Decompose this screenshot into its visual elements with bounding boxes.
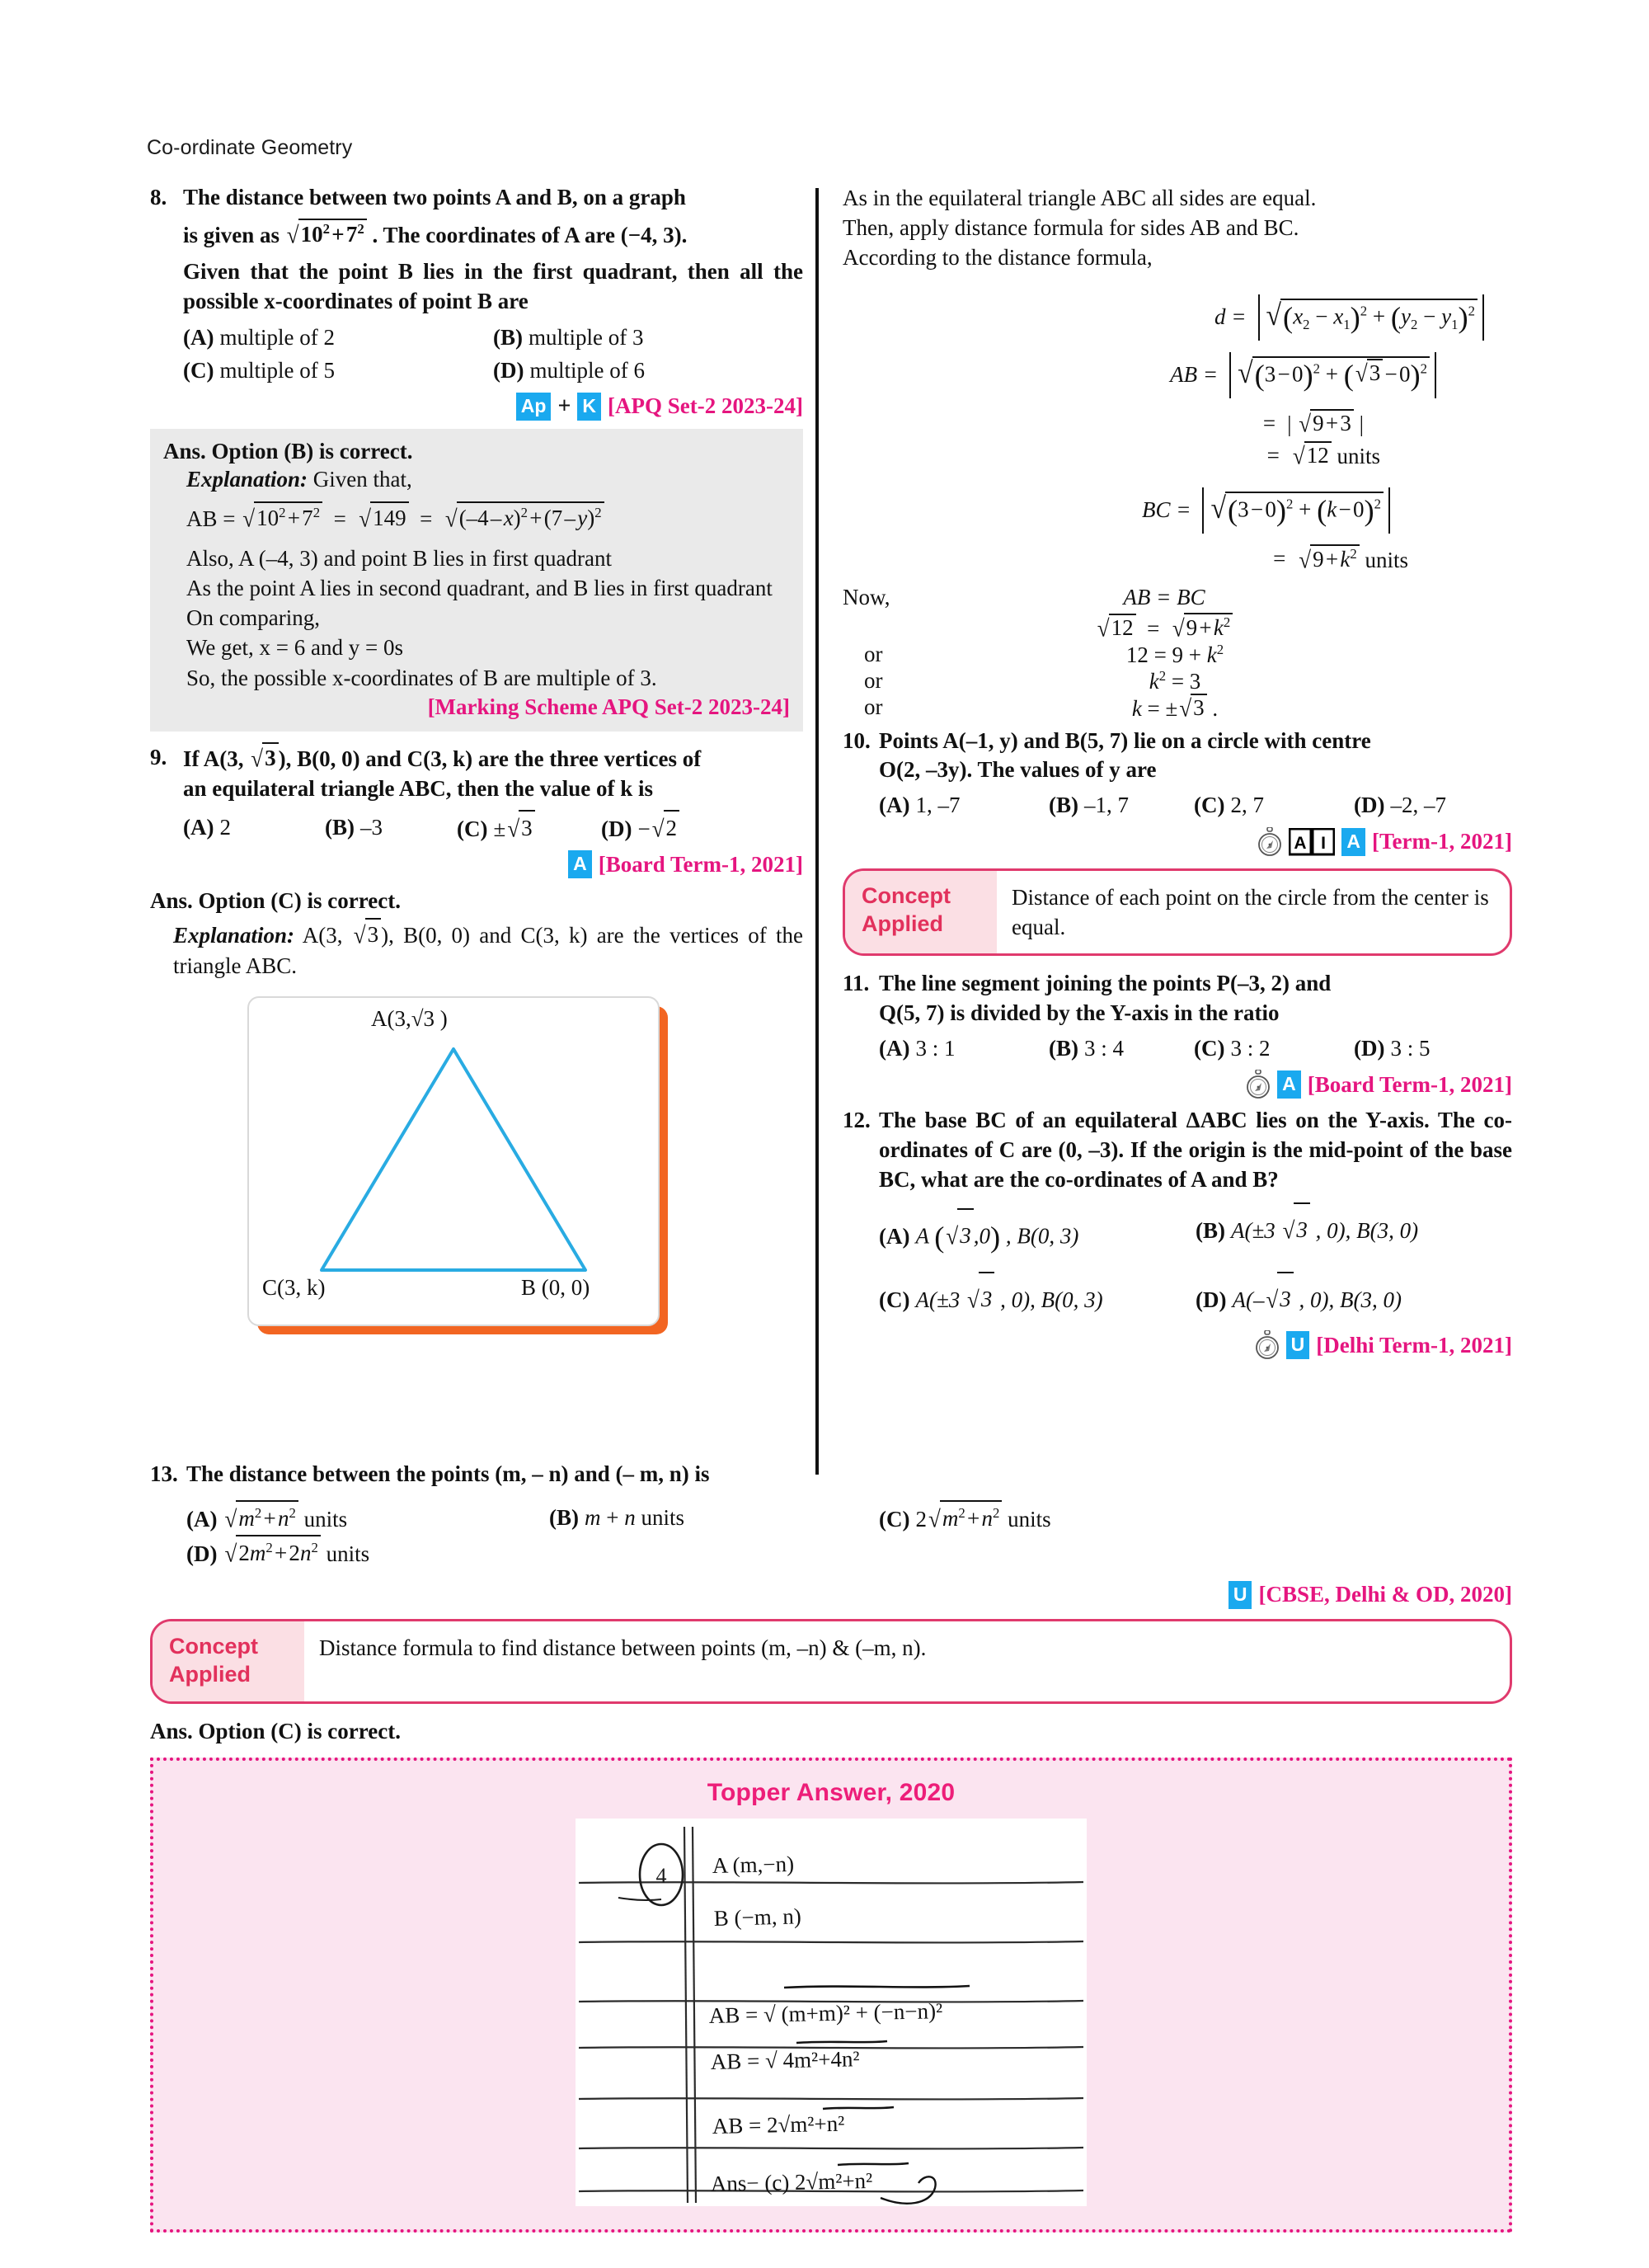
bc-formula-radical: √(3 − 0)$^2$ + (k − 0)$^2$ [1209, 492, 1384, 529]
q8-ans-line-5: So, the possible x-coordinates of B are multiple of 3. [186, 665, 657, 690]
q12-option-d-key: (D) [1196, 1287, 1227, 1313]
q11-option-d-key: (D) [1354, 1035, 1385, 1061]
question-13-source: [CBSE, Delhi & OD, 2020] [1258, 1582, 1512, 1607]
question-10-number: 10. [843, 727, 871, 753]
q13-option-b[interactable] [549, 1501, 879, 1536]
question-13 [150, 1460, 1512, 1489]
q8-option-b[interactable] [493, 321, 803, 355]
q10-line2: O(2, –3y). The values of y are [879, 757, 1157, 783]
bc-formula-lhs: BC = [1141, 497, 1191, 523]
topper-line-4: AB = √ 4m²+4n² [710, 2046, 860, 2075]
step4-row [843, 694, 1512, 722]
concept-applied-box-q13 [150, 1619, 1512, 1705]
question-13-text: The distance between the points (m, – n) and (– m, n) is [186, 1461, 710, 1486]
question-8 [150, 183, 803, 317]
now-row [843, 585, 1512, 610]
q9-option-b-key: (B) [325, 814, 355, 840]
ab-formula-radical: √(3 − 0)$^2$ + (√3 − 0)$^2$ [1236, 357, 1430, 393]
q8-option-a-key: (A) [183, 324, 214, 350]
distance-formula-row [843, 294, 1512, 341]
q8-ans-line-2: As the point A lies in second quadrant, and B lies in first quadrant [186, 576, 773, 601]
q10-option-c-key: (C) [1194, 793, 1225, 818]
q10-option-c[interactable] [1194, 788, 1354, 822]
concept-title-line2: Applied [862, 910, 943, 936]
q12-option-a-key: (A) [879, 1223, 910, 1249]
q11-option-a[interactable] [879, 1032, 1049, 1066]
q9-option-b-text: –3 [360, 814, 383, 840]
q9-right-para-3: According to the distance formula, [843, 245, 1153, 271]
q10-option-b[interactable] [1049, 788, 1194, 822]
question-12-options [879, 1203, 1512, 1325]
or-label-3: or [864, 694, 883, 719]
q13-option-a[interactable] [186, 1501, 549, 1536]
running-head: Co-ordinate Geometry [147, 136, 353, 159]
question-9-source: [Board Term-1, 2021] [598, 851, 803, 877]
question-8-tagline [150, 393, 803, 421]
q9-right-para-1: As in the equilateral triangle ABC all sides are equal. [843, 186, 1317, 210]
q8-explanation-label: Explanation: [186, 466, 308, 492]
ab-step2-value: √12 units [1292, 442, 1380, 469]
or-label-1: or [864, 641, 883, 666]
q8-line2b: . The coordinates of A are (−4, 3). [372, 222, 688, 247]
q11-option-c-text: 3 : 2 [1230, 1035, 1271, 1061]
q11-option-a-text: 3 : 1 [915, 1035, 956, 1061]
bottom-section [150, 1460, 1512, 2233]
q11-option-b[interactable] [1049, 1032, 1194, 1066]
q12-option-b[interactable] [1196, 1203, 1512, 1273]
q13-option-b-text: m + n units [585, 1504, 684, 1530]
compass-icon [1257, 827, 1282, 857]
question-11-source: [Board Term-1, 2021] [1307, 1071, 1512, 1097]
q9-option-d[interactable]: (D) −√2 [601, 811, 679, 846]
question-10 [843, 727, 1512, 786]
q8-explanation-lead-text: Given that, [312, 466, 412, 492]
concept-applied-text-q10: Distance of each point on the circle from the center is equal. [1012, 884, 1489, 939]
topper-line-2: B (−m, n) [713, 1903, 802, 1932]
q9-option-a-key: (A) [183, 814, 214, 840]
q8-option-c-text: multiple of 5 [219, 358, 335, 383]
step3-row [843, 668, 1512, 694]
q9-expl-radical: √3 [352, 919, 381, 951]
question-11-options [879, 1032, 1512, 1066]
q8-ans-line-3: On comparing, [186, 605, 320, 631]
q8-answer-head: Ans. Option (B) is correct. [163, 438, 413, 463]
bc-step-value: √9 + $k^2$ units [1299, 545, 1408, 573]
q8-marking-scheme: [Marking Scheme APQ Set-2 2023-24] [427, 694, 790, 719]
q11-option-b-key: (B) [1049, 1035, 1078, 1061]
q8-option-d-key: (D) [493, 358, 524, 383]
q12-option-a-text: A (√3 ,0) , B(0, 3) [915, 1203, 1078, 1273]
right-column [843, 183, 1512, 1360]
q9-explanation-b: ), B(0, 0) and C(3, k) are the vertices of the triangle ABC. [173, 923, 803, 978]
figure-label-b: B (0, 0) [521, 1274, 590, 1300]
q8-option-a[interactable] [183, 321, 493, 355]
q10-option-c-text: 2, 7 [1230, 793, 1264, 818]
question-12-text: The base BC of an equilateral ΔABC lies on the Y-axis. The co-ordinates of C are (0, –3). If the origin is the mid-point of the base BC, what are the co-ordinates of A and B? [879, 1108, 1512, 1193]
q8-ab-rad1: $√10^2$ + $7^2$ [241, 502, 322, 534]
badge-k: K [577, 393, 601, 421]
question-11 [843, 969, 1512, 1028]
topper-line-6: Ans− (c) 2√m²+n² [710, 2168, 873, 2197]
q9-radical-3: √3 [249, 743, 278, 774]
question-10-tagline [843, 827, 1512, 857]
topper-line-1: A (m,−n) [712, 1852, 795, 1879]
topper-answer-title: Topper Answer, 2020 [707, 1779, 956, 1807]
question-12-tagline [843, 1330, 1512, 1360]
q9-explanation-label: Explanation: [173, 923, 295, 948]
concept-applied-label-q13 [153, 1621, 304, 1702]
compass-icon [1246, 1070, 1271, 1099]
topper-question-marker: 4 [655, 1864, 667, 1889]
equilateral-triangle [322, 1049, 585, 1270]
q12-option-d-text: A(–√3 , 0), B(3, 0) [1232, 1273, 1402, 1325]
q12-option-b-text: A(±3 √3 , 0), B(3, 0) [1231, 1203, 1418, 1256]
bc-formula-abs [1202, 487, 1390, 534]
concept-title-line1-q13: Concept [169, 1633, 258, 1659]
badge-a-q11: A [1277, 1070, 1301, 1099]
q8-ans-line-1: Also, A (–4, 3) and point B lies in first quadrant [186, 545, 612, 571]
q9-right-para-2: Then, apply distance formula for sides AB and BC. [843, 215, 1299, 241]
q10-option-d[interactable] [1354, 788, 1446, 822]
compass-icon [1255, 1330, 1280, 1360]
q8-ab-rad2: √149 [357, 502, 408, 534]
ai-book-icon [1289, 828, 1335, 856]
topper-line-5: AB = 2√m²+n² [712, 2111, 845, 2139]
q13-option-b-key: (B) [549, 1504, 579, 1530]
bc-formula-row [843, 487, 1512, 534]
question-10-source: [Term-1, 2021] [1372, 829, 1512, 854]
q12-option-a[interactable] [879, 1203, 1196, 1273]
step3-eq: $k^2 = 3$ [1149, 667, 1201, 694]
q8-radical: $√10^2$ + $7^2$ [285, 219, 367, 251]
q9-text-line2: an equilateral triangle ABC, then the value of k is [183, 775, 654, 801]
q11-option-d[interactable] [1354, 1032, 1431, 1066]
q13-option-a-key: (A) [186, 1506, 218, 1532]
q13-option-d-text: $√2m^2$ + $2n^2$ units [223, 1536, 369, 1571]
q8-line3: Given that the point B lies in the first quadrant, then all the possible x-coordinates of point B are [183, 258, 803, 313]
step2-eq: $12 = 9 + k^2$ [1125, 641, 1224, 667]
question-11-tagline [843, 1070, 1512, 1099]
q8-option-b-text: multiple of 3 [529, 324, 644, 350]
q13-option-c-text: $2√m^2$ + $n^2$ units [915, 1501, 1050, 1536]
q12-option-b-key: (B) [1196, 1218, 1225, 1244]
q8-ab-rad3: √(–4 – x)$^2$ + (7 – y)$^2$ [444, 502, 604, 534]
question-8-source: [APQ Set-2 2023-24] [608, 393, 803, 419]
distance-formula-lhs: d = [1214, 304, 1247, 330]
question-8-answer-block [150, 429, 803, 732]
q13-option-c-key: (C) [879, 1506, 910, 1532]
badge-a: A [568, 850, 592, 878]
q8-option-c[interactable] [183, 354, 493, 388]
concept-applied-text-q13: Distance formula to find distance between points (m, –n) & (–m, n). [319, 1635, 927, 1660]
q12-option-c-text: A(±3 √3 , 0), B(0, 3) [915, 1273, 1102, 1325]
q12-option-c[interactable] [879, 1273, 1196, 1325]
question-13-number: 13. [150, 1461, 178, 1486]
question-11-number: 11. [843, 971, 870, 996]
ab-step2-eq: = [1266, 442, 1280, 468]
ab-step2-row [843, 442, 1512, 469]
question-12-number: 12. [843, 1108, 871, 1133]
question-12 [843, 1106, 1512, 1195]
topper-answer-box [150, 1757, 1512, 2233]
step4-eq: k = ±√3 . [1131, 694, 1219, 722]
question-8-number: 8. [150, 185, 167, 209]
question-10-options [879, 788, 1512, 822]
q9-text-lead: If A(3, [183, 746, 244, 771]
q8-explanation-lead [163, 464, 790, 494]
q10-line1: Points A(–1, y) and B(5, 7) lie on a circle with centre [879, 727, 1371, 753]
q10-option-a-text: 1, –7 [915, 793, 961, 818]
svg-text:A: A [1294, 833, 1307, 853]
q11-line2: Q(5, 7) is divided by the Y-axis in the ratio [879, 1000, 1280, 1026]
bc-step-eq: = [1273, 546, 1286, 572]
q11-option-c[interactable] [1194, 1032, 1354, 1066]
figure-label-a: A(3,√3 ) [371, 1005, 448, 1031]
badge-ap: Ap [516, 393, 552, 421]
figure-label-c: C(3, k) [262, 1274, 326, 1300]
step1-rhs: √9 + $k^2$ [1171, 614, 1233, 642]
q12-option-c-key: (C) [879, 1287, 910, 1313]
question-13-options [186, 1501, 1512, 1571]
q8-line1: The distance between two points A and B, on a graph [183, 185, 686, 209]
q10-option-a-key: (A) [879, 793, 910, 818]
q10-option-d-key: (D) [1354, 793, 1385, 818]
q13-answer-head: Ans. Option (C) is correct. [150, 1719, 401, 1744]
q9-option-c-key: (C) [457, 816, 488, 841]
q13-option-d[interactable] [186, 1536, 518, 1571]
badge-u-q13: U [1229, 1581, 1252, 1609]
badge-a-q10: A [1341, 828, 1365, 856]
q9-option-a-text: 2 [219, 814, 231, 840]
q8-option-a-text: multiple of 2 [219, 324, 335, 350]
question-9-number: 9. [150, 744, 167, 769]
topper-line-3: AB = √ (m+m)² + (−n−n)² [708, 1998, 943, 2029]
now-equation: AB = BC [1123, 584, 1205, 609]
q8-ab-lhs: AB = [186, 506, 236, 531]
concept-title-line2-q13: Applied [169, 1661, 251, 1687]
q9-option-c[interactable]: (C) ±√3 [457, 811, 601, 846]
svg-text:I: I [1321, 833, 1327, 853]
q9-explanation [150, 919, 803, 981]
ab-formula-row [843, 352, 1512, 398]
question-9-figure [247, 996, 660, 1326]
q13-option-d-key: (D) [186, 1541, 218, 1567]
question-9 [150, 743, 803, 804]
q8-option-c-key: (C) [183, 358, 214, 383]
q8-option-d-text: multiple of 6 [529, 358, 645, 383]
q9-answer-head: Ans. Option (C) is correct. [150, 888, 401, 914]
or-label-2: or [864, 667, 883, 693]
now-label: Now, [843, 584, 890, 609]
step1-lhs: √12 [1096, 614, 1136, 642]
question-13-tagline [150, 1581, 1512, 1609]
ab-step1-value: | √9 + 3 | [1287, 410, 1364, 437]
concept-applied-label-q10 [845, 871, 997, 953]
q8-ab-formula: AB = $√10^2$ + $7^2 = √149 = √(-4$ – x)$^2$ + (7 – y)$^2$ [163, 502, 790, 534]
ab-formula-abs [1229, 352, 1436, 398]
question-9-options [183, 811, 803, 846]
question-12-source: [Delhi Term-1, 2021] [1316, 1332, 1512, 1358]
question-8-text [183, 183, 803, 317]
q9-option-b[interactable] [325, 811, 457, 846]
q8-line2a: is given as [183, 222, 280, 247]
q11-option-b-text: 3 : 4 [1084, 1035, 1125, 1061]
q9-explanation-a: A(3, [302, 923, 343, 948]
step2-row [843, 642, 1512, 668]
q10-option-a[interactable] [879, 788, 1049, 822]
left-column [150, 183, 803, 1326]
question-11-text [879, 969, 1512, 1028]
q10-option-b-key: (B) [1049, 793, 1078, 818]
ab-formula-lhs: AB = [1170, 362, 1219, 388]
column-divider [815, 188, 819, 1475]
q9-option-d-key: (D) [601, 816, 632, 841]
badge-u-q12: U [1286, 1331, 1310, 1359]
q11-option-a-key: (A) [879, 1035, 910, 1061]
q11-option-c-key: (C) [1194, 1035, 1225, 1061]
q13-option-a-text: $√m^2$ + $n^2$ units [223, 1501, 347, 1536]
q8-option-b-key: (B) [493, 324, 523, 350]
distance-formula-abs [1258, 294, 1484, 341]
topper-answer-scan [576, 1819, 1087, 2206]
q12-option-d[interactable] [1196, 1273, 1512, 1325]
badge-plus: + [557, 393, 571, 419]
ab-step1-eq: = [1262, 410, 1276, 435]
q9-option-a[interactable] [183, 811, 325, 846]
question-9-tagline [150, 850, 803, 878]
bc-step-row [843, 545, 1512, 573]
q11-option-d-text: 3 : 5 [1390, 1035, 1431, 1061]
question-8-options [183, 321, 803, 388]
concept-applied-box-q10 [843, 868, 1512, 956]
q8-option-d[interactable] [493, 354, 803, 388]
q10-option-d-text: –2, –7 [1390, 793, 1446, 818]
ab-step1-row [843, 410, 1512, 437]
figure-box [247, 996, 660, 1326]
question-9-text [183, 743, 803, 804]
q9-text-mid: ), B(0, 0) and C(3, k) are the three vertices of [278, 746, 702, 771]
q11-line1: The line segment joining the points P(–3, 2) and [879, 971, 1332, 996]
q8-ans-line-4: We get, x = 6 and y = 0s [186, 635, 403, 661]
q13-option-c[interactable] [879, 1501, 1209, 1536]
concept-title-line1: Concept [862, 882, 951, 908]
q10-option-b-text: –1, 7 [1084, 793, 1129, 818]
step1-row: √12 = √9 + $k^2$ [843, 614, 1512, 642]
question-10-text [879, 727, 1512, 786]
distance-formula-radical: $√(x_2 - x_1)^2 + (y_2 - y_1)^2$ [1265, 299, 1478, 336]
